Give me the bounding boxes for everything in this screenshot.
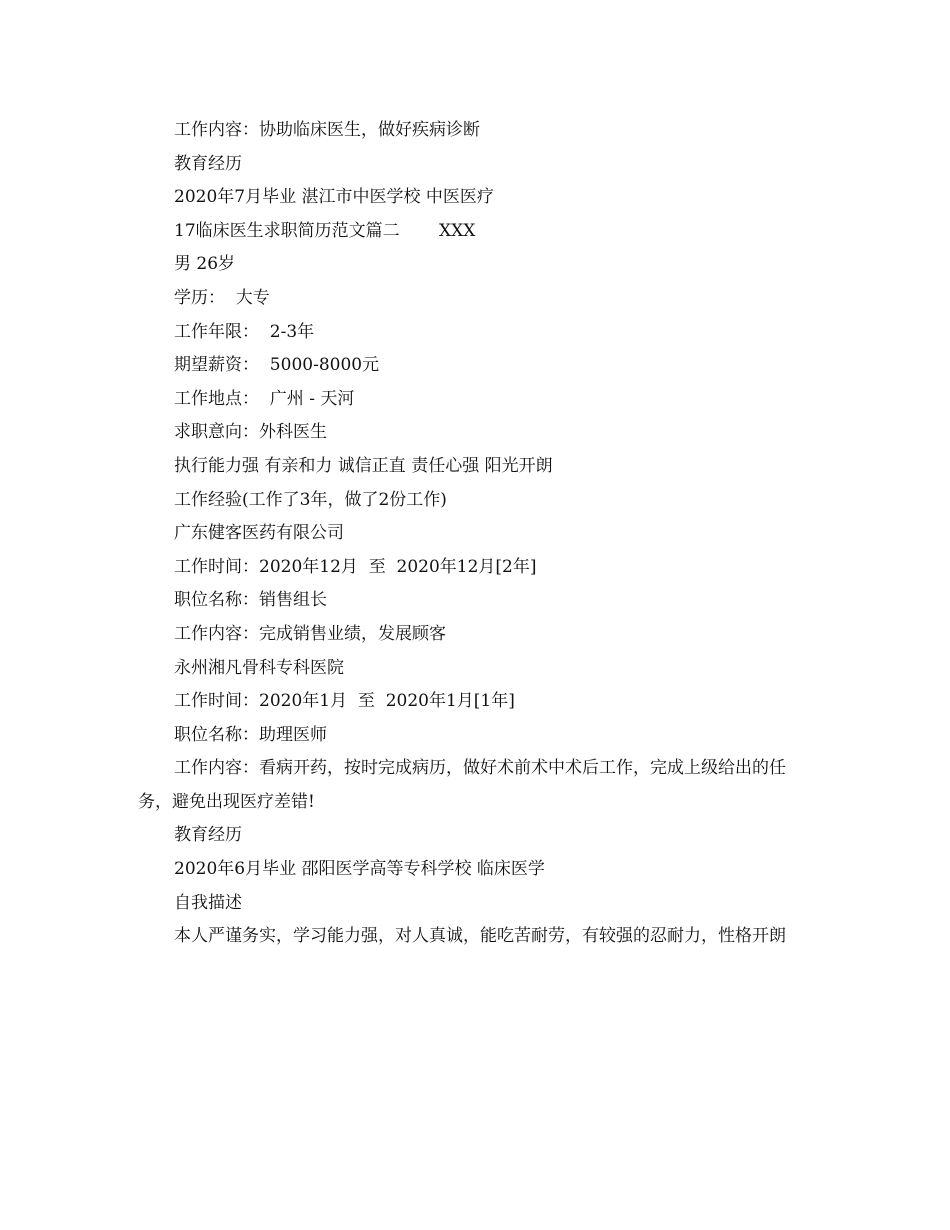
text-line: 职位名称：销售组长 — [174, 590, 327, 611]
company-name: 永州湘凡骨科专科医院 — [174, 657, 344, 678]
text-line: 职位名称：助理医师 — [174, 724, 327, 745]
self-description-paragraph: 本人严谨务实，学习能力强，对人真诚，能吃苦耐劳，有较强的忍耐力，性格开朗 — [174, 926, 786, 947]
company-name: 广东健客医药有限公司 — [174, 523, 344, 544]
text-line: 工作内容：协助临床医生，做好疾病诊断 — [174, 120, 480, 140]
text-line: 学历： 大专 — [174, 287, 270, 308]
text-line: 执行能力强 有亲和力 诚信正直 责任心强 阳光开朗 — [174, 455, 553, 476]
text-line: 工作年限： 2-3年 — [174, 321, 315, 342]
text-line: 求职意向：外科医生 — [174, 422, 327, 443]
work-content-paragraph: 工作内容：看病开药，按时完成病历，做好术前术中术后工作，完成上级给出的任务，避免出现医疗差错! — [138, 758, 786, 812]
text-line: 期望薪资： 5000-8000元 — [174, 355, 380, 376]
section-heading-experience: 工作经验(工作了3年，做了2份工作) — [174, 489, 447, 510]
text-line: 工作时间：2020年1月 至 2020年1月[1年] — [174, 691, 515, 712]
text-line: 2020年6月毕业 邵阳医学高等专科学校 临床医学 — [174, 859, 545, 880]
text-line: 工作内容：完成销售业绩，发展顾客 — [174, 623, 446, 644]
resume-title: 17临床医生求职简历范文篇二 XXX — [174, 220, 476, 241]
text-line: 工作地点： 广州 - 天河 — [174, 388, 355, 409]
document-body — [138, 114, 818, 954]
text-line: 男 26岁 — [174, 254, 236, 275]
section-heading-self-description: 自我描述 — [174, 892, 242, 913]
section-heading-education: 教育经历 — [174, 825, 242, 846]
section-heading-education: 教育经历 — [174, 153, 242, 174]
text-line: 工作时间：2020年12月 至 2020年12月[2年] — [174, 556, 537, 577]
text-line: 2020年7月毕业 湛江市中医学校 中医医疗 — [174, 187, 494, 208]
